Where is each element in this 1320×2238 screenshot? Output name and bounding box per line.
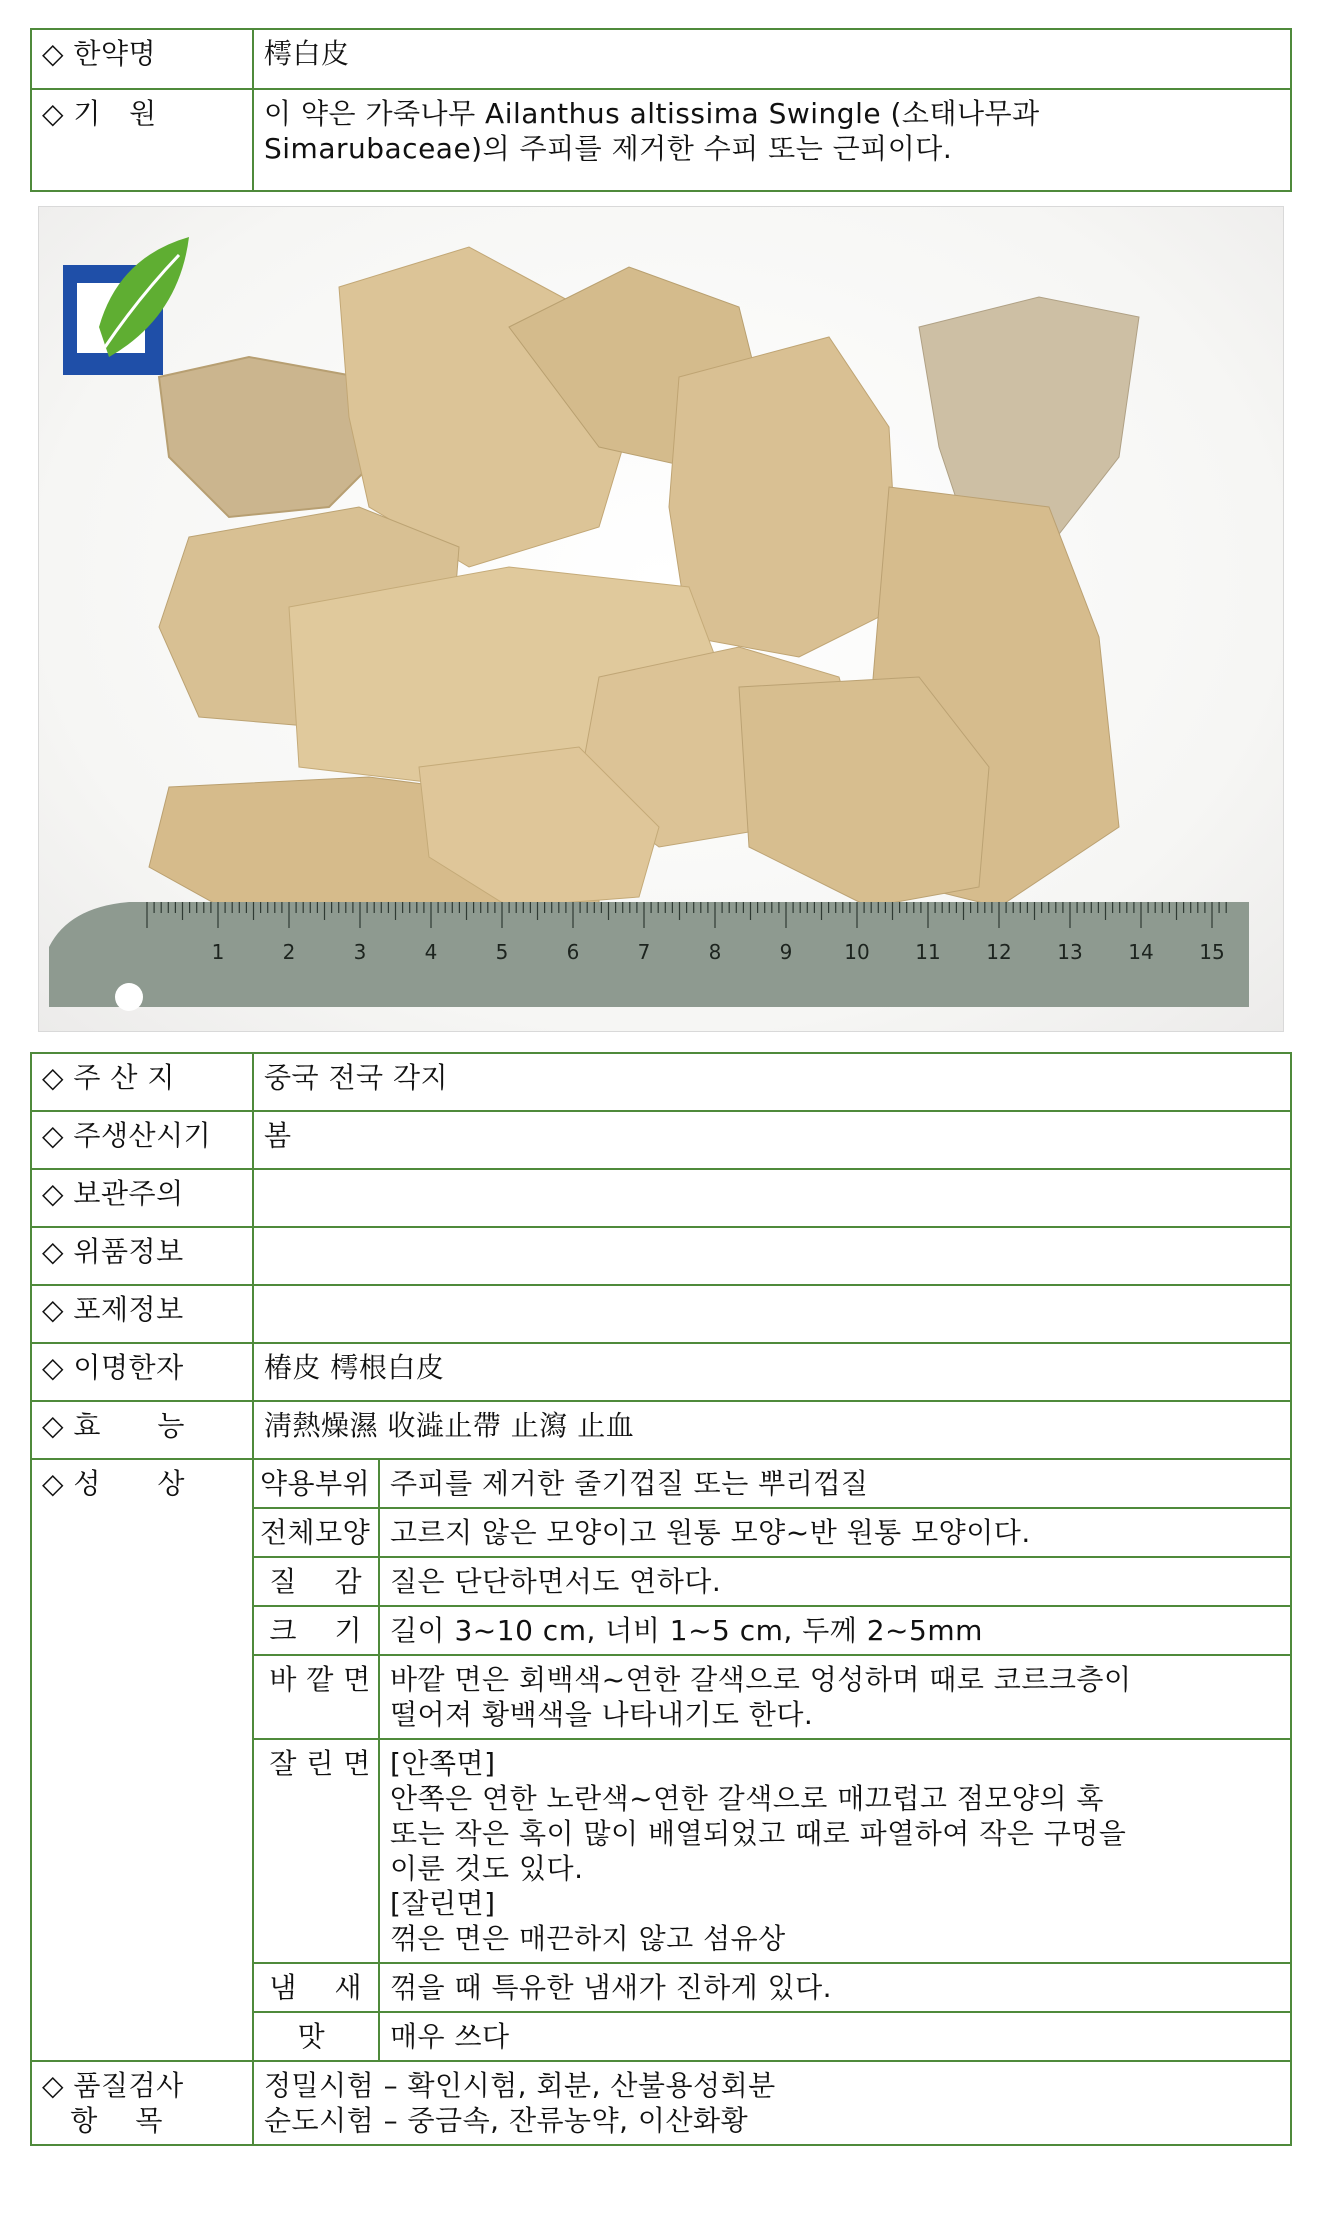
processing-value [253, 1285, 1291, 1343]
name-label: ◇ 한약명 [31, 29, 253, 89]
property-name: 크 기 [253, 1606, 379, 1655]
ruler-number: 14 [1128, 940, 1154, 964]
ruler-number: 1 [211, 940, 225, 964]
processing-row [31, 1285, 1291, 1343]
property-value: 고르지 않은 모양이고 원통 모양~반 원통 모양이다. [379, 1508, 1291, 1557]
ruler-number: 5 [495, 940, 509, 964]
storage-row [31, 1169, 1291, 1227]
ruler-number: 6 [566, 940, 580, 964]
property-value: 질은 단단하면서도 연하다. [379, 1557, 1291, 1606]
efficacy-value: 淸熱燥濕 收澁止帶 止瀉 止血 [253, 1401, 1291, 1459]
ruler-numbers [212, 940, 1225, 964]
property-value: 꺾을 때 특유한 냄새가 진하게 있다. [379, 1963, 1291, 2012]
counterfeit-label: ◇ 위품정보 [31, 1227, 253, 1285]
property-name: 맛 [253, 2012, 379, 2061]
property-value: 바깥 면은 회백색~연한 갈색으로 엉성하며 때로 코르크층이 떨어져 황백색을 나타내기도 한다. [379, 1655, 1291, 1739]
ruler [49, 902, 1249, 1011]
info-table [30, 1052, 1292, 2146]
synonym-label: ◇ 이명한자 [31, 1343, 253, 1401]
origin-label: ◇ 기 원 [31, 89, 253, 191]
quality-row [31, 2061, 1291, 2145]
property-value: [안쪽면] 안쪽은 연한 노란색~연한 갈색으로 매끄럽고 점모양의 혹 또는 작은 혹이 많이 배열되었고 때로 파열하여 작은 구멍을 이룬 것도 있다. [잘린면] 꺾은 면은 매끈하지 않고 섬유상 [379, 1739, 1291, 1963]
ruler-number: 4 [424, 940, 438, 964]
ruler-number: 11 [915, 940, 941, 964]
origin-row [31, 89, 1291, 191]
bark-specimen-illustration [39, 207, 1283, 1031]
ruler-number: 15 [1199, 940, 1225, 964]
name-row [31, 29, 1291, 89]
property-name: 질 감 [253, 1557, 379, 1606]
quality-value: 정밀시험 – 확인시험, 회분, 산불용성회분 순도시험 – 중금속, 잔류농약, 이산화황 [253, 2061, 1291, 2145]
ruler-number: 10 [844, 940, 870, 964]
season-label: ◇ 주생산시기 [31, 1111, 253, 1169]
property-name: 냄 새 [253, 1963, 379, 2012]
counterfeit-value [253, 1227, 1291, 1285]
property-name: 약용부위 [253, 1459, 379, 1508]
property-name: 전체모양 [253, 1508, 379, 1557]
logo-icon [63, 237, 189, 375]
name-value: 樗白皮 [253, 29, 1291, 89]
ruler-number: 13 [1057, 940, 1083, 964]
ruler-number: 8 [708, 940, 722, 964]
ruler-number: 3 [353, 940, 367, 964]
properties-label: ◇ 성 상 [31, 1459, 253, 2061]
processing-label: ◇ 포제정보 [31, 1285, 253, 1343]
property-value: 길이 3~10 cm, 너비 1~5 cm, 두께 2~5mm [379, 1606, 1291, 1655]
synonym-value: 椿皮 樗根白皮 [253, 1343, 1291, 1401]
properties-row [31, 1459, 1291, 1508]
season-value: 봄 [253, 1111, 1291, 1169]
efficacy-label: ◇ 효 능 [31, 1401, 253, 1459]
property-name: 바 깥 면 [253, 1655, 379, 1739]
ruler-number: 9 [779, 940, 793, 964]
ruler-number: 12 [986, 940, 1012, 964]
season-row [31, 1111, 1291, 1169]
property-name: 잘 린 면 [253, 1739, 379, 1963]
storage-label: ◇ 보관주의 [31, 1169, 253, 1227]
ruler-number: 7 [637, 940, 651, 964]
efficacy-row [31, 1401, 1291, 1459]
specimen-photo-frame [30, 200, 1292, 1038]
storage-value [253, 1169, 1291, 1227]
production-label: ◇ 주 산 지 [31, 1053, 253, 1111]
specimen-photo [38, 206, 1284, 1032]
header-table [30, 28, 1292, 192]
origin-value: 이 약은 가죽나무 Ailanthus altissima Swingle (소태나무과 Simarubaceae)의 주피를 제거한 수피 또는 근피이다. [253, 89, 1291, 191]
bark-pieces [149, 247, 1139, 927]
production-row [31, 1053, 1291, 1111]
synonym-row [31, 1343, 1291, 1401]
production-value: 중국 전국 각지 [253, 1053, 1291, 1111]
quality-label: ◇ 품질검사 항 목 [31, 2061, 253, 2145]
property-value: 주피를 제거한 줄기껍질 또는 뿌리껍질 [379, 1459, 1291, 1508]
ruler-number: 2 [282, 940, 296, 964]
counterfeit-row [31, 1227, 1291, 1285]
property-value: 매우 쓰다 [379, 2012, 1291, 2061]
